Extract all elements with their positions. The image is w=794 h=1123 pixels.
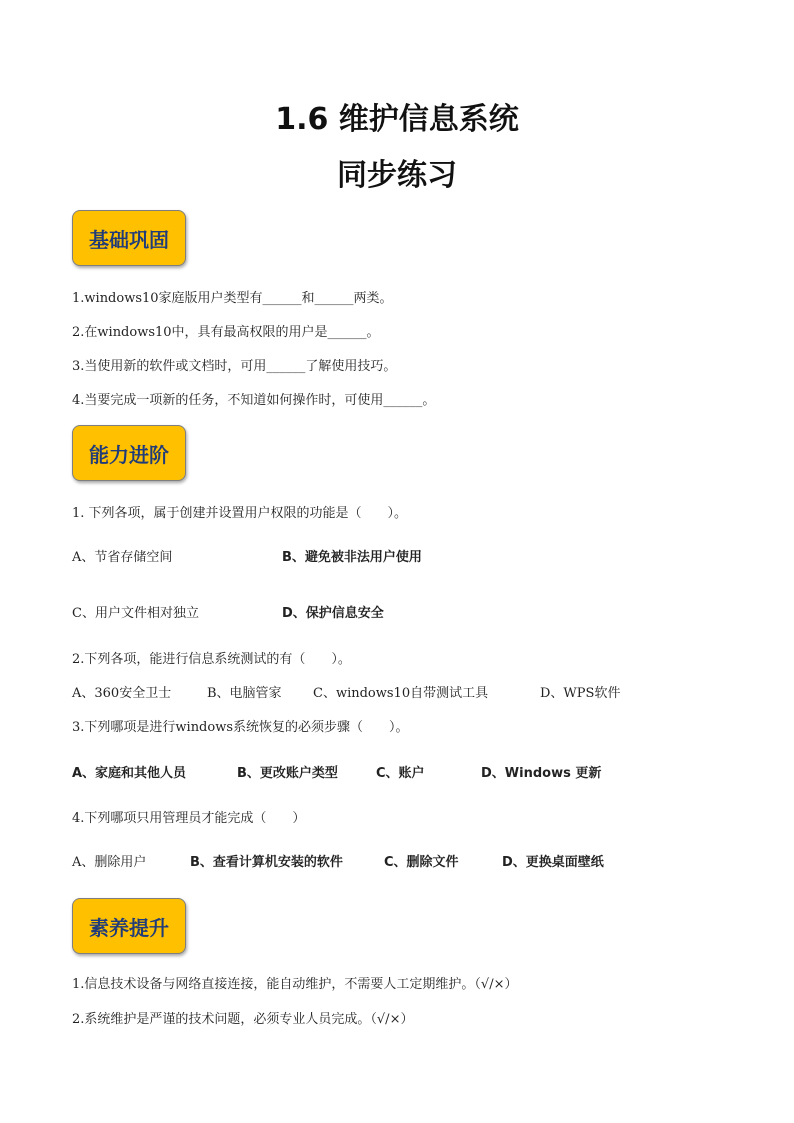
ability-q2-option-d: D、WPS软件	[540, 686, 621, 701]
section-heading-ability: 能力进阶	[72, 425, 186, 481]
basic-question-4: 4.当要完成一项新的任务，不知道如何操作时，可使用______。	[72, 393, 436, 408]
ability-q1-option-b: B、避免被非法用户使用	[282, 550, 422, 565]
page-title: 1.6 维护信息系统	[275, 102, 519, 137]
ability-q4-stem: 4.下列哪项只用管理员才能完成（ ）	[72, 811, 306, 826]
ability-q1-option-d: D、保护信息安全	[282, 606, 384, 621]
page-subtitle: 同步练习	[337, 158, 457, 193]
ability-q4-option-b: B、查看计算机安装的软件	[190, 855, 343, 870]
basic-question-1: 1.windows10家庭版用户类型有______和______两类。	[72, 291, 393, 306]
basic-question-3: 3.当使用新的软件或文档时，可用______了解使用技巧。	[72, 359, 397, 374]
ability-q3-option-b: B、更改账户类型	[237, 766, 338, 781]
ability-q3-stem: 3.下列哪项是进行windows系统恢复的必须步骤（ ）。	[72, 720, 409, 735]
ability-q3-option-a: A、家庭和其他人员	[72, 766, 187, 781]
ability-q2-stem: 2.下列各项，能进行信息系统测试的有（ ）。	[72, 652, 351, 667]
ability-q1-option-a: A、节省存储空间	[72, 550, 173, 565]
basic-question-2: 2.在windows10中，具有最高权限的用户是______。	[72, 325, 380, 340]
ability-q2-option-c: C、windows10自带测试工具	[313, 686, 489, 701]
section-heading-literacy: 素养提升	[72, 898, 186, 954]
ability-q4-option-d: D、更换桌面壁纸	[502, 855, 604, 870]
ability-q1-option-c: C、用户文件相对独立	[72, 606, 199, 621]
ability-q4-option-c: C、删除文件	[384, 855, 459, 870]
ability-q3-option-c: C、账户	[376, 766, 425, 781]
literacy-question-2: 2.系统维护是严谨的技术问题，必须专业人员完成。（√/×）	[72, 1012, 414, 1027]
literacy-question-1: 1.信息技术设备与网络直接连接，能自动维护，不需要人工定期维护。（√/×）	[72, 977, 518, 992]
ability-q2-option-a: A、360安全卫士	[72, 686, 172, 701]
ability-q3-option-d: D、Windows 更新	[481, 766, 602, 781]
ability-q1-stem: 1. 下列各项，属于创建并设置用户权限的功能是（ ）。	[72, 506, 408, 521]
section-heading-basic: 基础巩固	[72, 210, 186, 266]
ability-q4-option-a: A、删除用户	[72, 855, 147, 870]
ability-q2-option-b: B、电脑管家	[207, 686, 282, 701]
